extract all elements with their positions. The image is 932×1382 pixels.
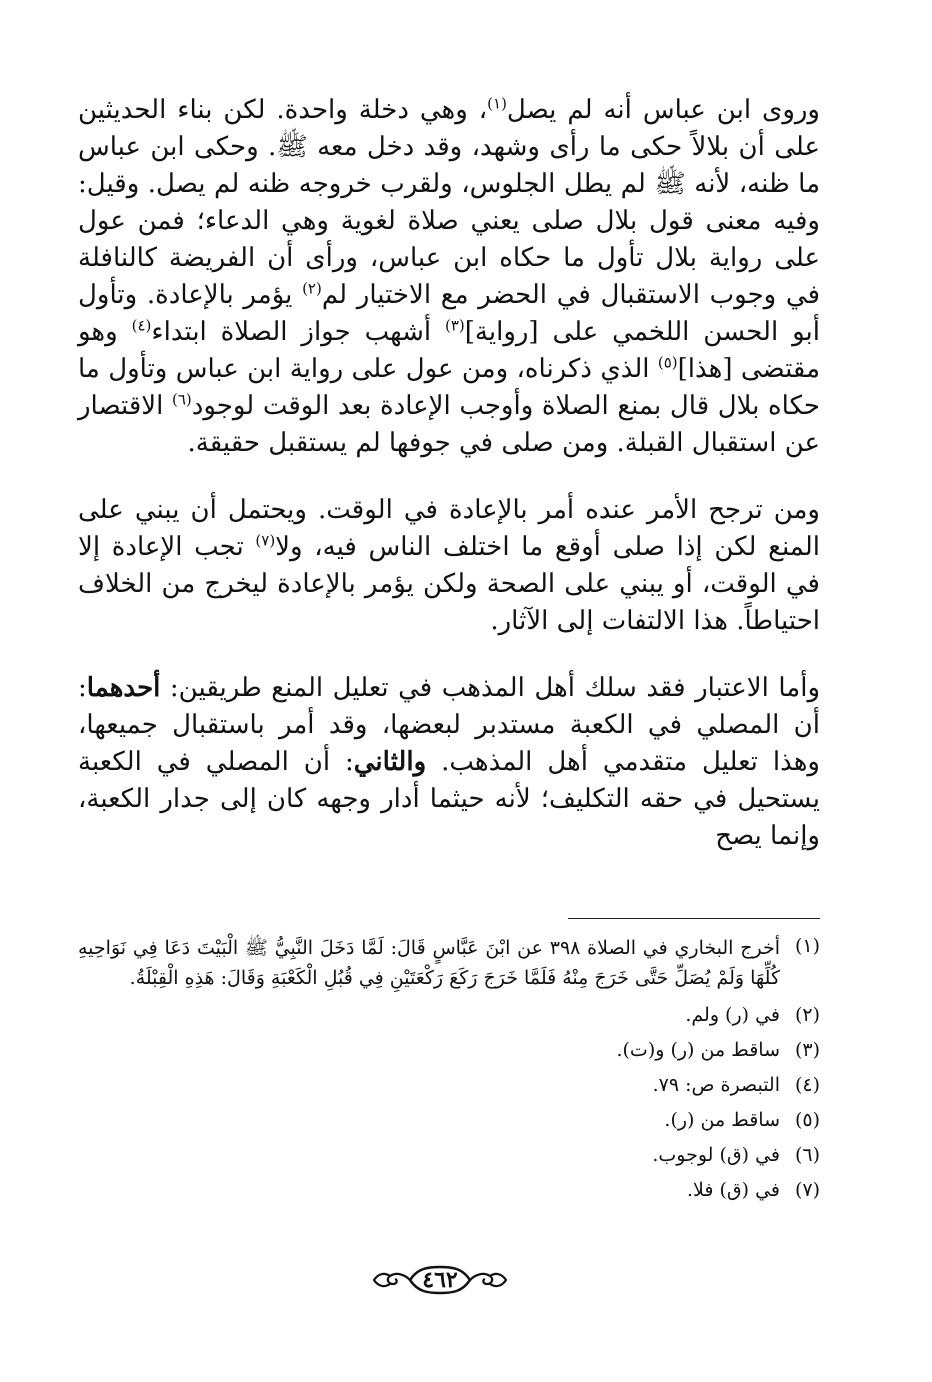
footnote-text: ساقط من (ر). [664,1109,780,1131]
footnote-text: في (ق) لوجوب. [652,1144,780,1166]
footnote-text: ساقط من (ر) و(ت). [616,1039,780,1061]
page-number [370,1262,510,1298]
footnote-number: (٥) [794,1109,820,1131]
footnote-item [78,1107,820,1133]
text-run: الذي ذكرناه، ومن عول على رواية ابن عباس وتأول ما حكاه بلال قال بمنع الصلاة وأوجب الإعادة بعد الوقت لوجود [78,354,820,421]
footnote-ref-7[interactable]: (٧) [255,531,276,550]
footnote-ref-4[interactable]: (٤) [131,316,152,335]
bold-term-second: والثاني [353,747,427,777]
footnote-ref-1[interactable]: (١) [487,94,507,113]
footnote-item [78,1037,820,1063]
footnote-ref-5[interactable]: (٥) [657,353,678,372]
text-run: أشهب جواز الصلاة ابتداء [151,317,445,347]
text-run: وأما الاعتبار فقد سلك أهل المذهب في تعليل المنع طريقين: [169,673,821,703]
text-run: ومن ترجح الأمر عنده أمر بالإعادة في الوقت. ويحتمل أن يبني على المنع لكن إذا صلى أوقع ما اختلف الناس فيه، ولا [78,495,820,562]
text-run: ، وهي دخلة واحدة. لكن بناء الحديثين على أن بلالاً حكى ما رأى وشهد، وقد دخل معه ﷺ. وحكى ابن عباس ما ظنه، لأنه ﷺ لم يطل الجلوس، ولقرب خروجه ظنه لم يصل. وقيل: وفيه معنى قول بلال صلى يعني صلاة لغوية وهي الدعاء؛ فمن عول على رواية بلال تأول ما حكاه ابن عباس، ورأى أن الفريضة كالنافلة في وجوب الاستقبال في الحضر مع الاختيار لم [78,95,821,310]
footnote-ref-2[interactable]: (٢) [302,279,322,298]
footnote-separator [568,918,820,919]
text-run: : أن المصلي في الكعبة يستحيل في حقه التكليف؛ لأنه حيثما أدار وجهه كان إلى جدار الكعبة، وإنما يصح [78,747,820,851]
footnote-item [78,933,820,993]
main-text [78,92,820,855]
paragraph-1 [78,92,820,462]
bold-term-first: أحدهما [86,673,161,703]
footnote-item [78,1142,820,1168]
paragraph-3 [78,670,820,855]
footnote-number: (٧) [794,1179,820,1201]
footnote-number: (٢) [794,1004,820,1026]
footnote-item [78,1002,820,1028]
text-run: تجب الإعادة إلا في الوقت، أو يبني على الصحة ولكن يؤمر بالإعادة ليخرج من الخلاف احتياطاً. هذا الالتفات إلى الآثار. [78,532,820,636]
footnote-number: (٦) [794,1144,820,1166]
footnote-item [78,1072,820,1098]
footnote-number: (١) [794,935,820,957]
footnote-text: التبصرة ص: ٧٩. [652,1074,780,1096]
footnote-number: (٤) [794,1074,820,1096]
paragraph-2 [78,492,820,640]
footnote-text: في (ر) ولم. [685,1004,780,1026]
footnote-item [78,1177,820,1203]
text-run: يؤمر بالإعادة. وتأول أبو الحسن اللخمي على [رواية] [78,280,820,347]
footnote-text: أخرج البخاري في الصلاة ٣٩٨ عن ابْنَ عَبَّاسٍ قَالَ: لَمَّا دَخَلَ النَّبِيُّ ﷺ الْبَيْتَ دَعَا فِي نَوَاحِيهِ كُلِّهَا وَلَمْ يُصَلِّ حَتَّى خَرَجَ مِنْهُ فَلَمَّا خَرَجَ رَكَعَ رَكْعَتَيْنِ فِي قُبُلِ الْكَعْبَةِ وَقَالَ: هَذِهِ الْقِبْلَةُ. [78,937,780,989]
footnote-number: (٣) [794,1039,820,1061]
text-run: وروى ابن عباس أنه لم يصل [506,95,820,125]
footnote-text: في (ق) فلا. [686,1179,780,1201]
page-number-text: ٤٦٢ [422,1267,458,1293]
text-run: الاقتصار عن استقبال القبلة. ومن صلى في جوفها لم يستقبل حقيقة. [78,391,820,458]
footnotes [78,933,820,1212]
text-run: وهو مقتضى [هذا] [78,317,820,384]
footnote-ref-6[interactable]: (٦) [171,390,192,409]
text-run: : أن المصلي في الكعبة مستدبر لبعضها، وقد أمر باستقبال جميعها، وهذا تعليل متقدمي أهل المذهب. [78,673,820,777]
footnote-ref-3[interactable]: (٣) [445,316,465,335]
